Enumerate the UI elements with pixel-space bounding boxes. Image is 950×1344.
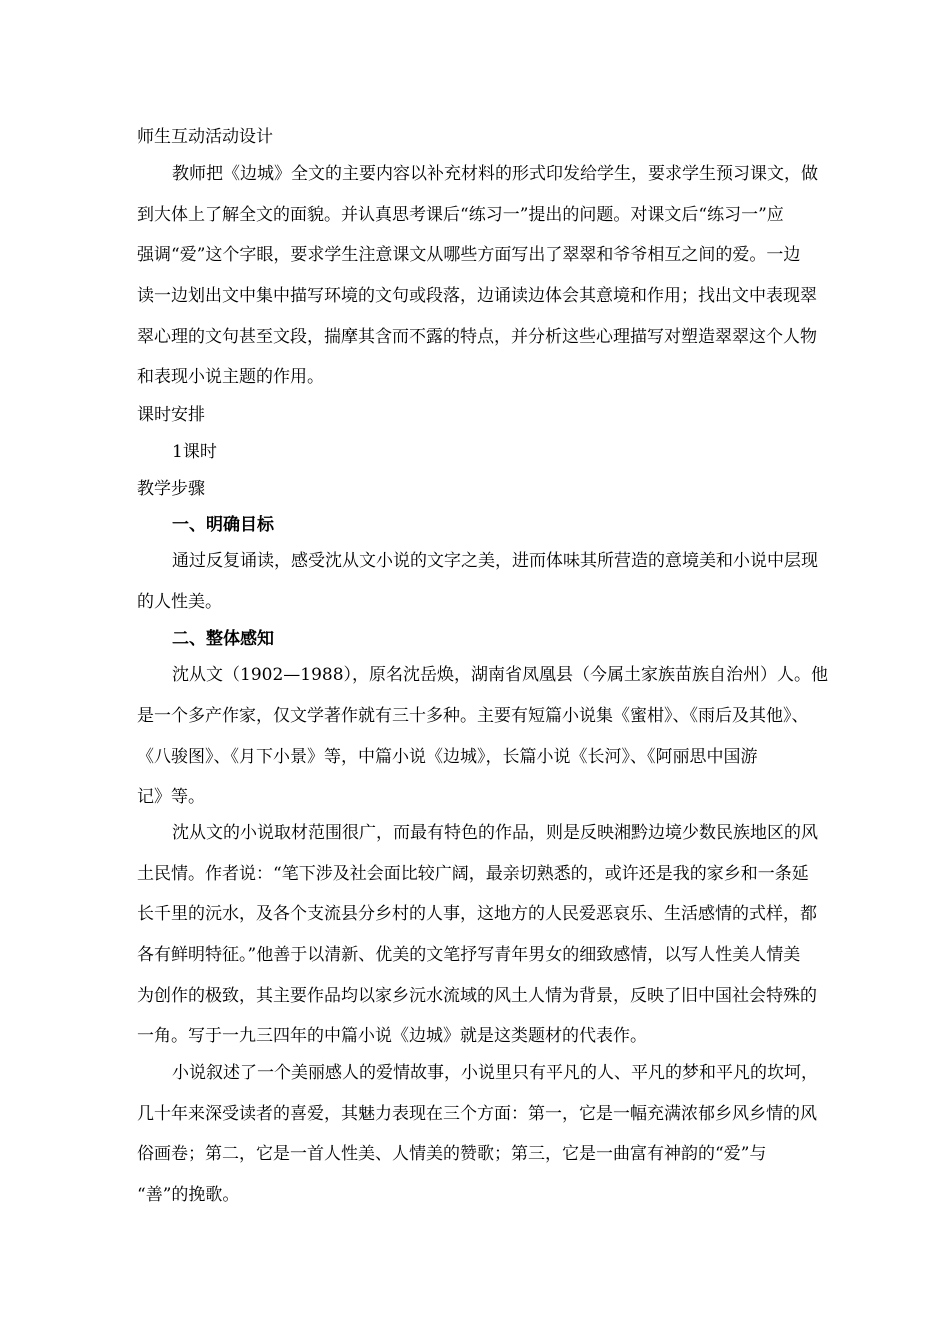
paragraph-line: 一角。写于一九三四年的中篇小说《边城》就是这类题材的代表作。 bbox=[137, 1026, 647, 1046]
heading-schedule: 课时安排 bbox=[137, 405, 205, 425]
section-heading-overview: 二、整体感知 bbox=[172, 629, 274, 649]
schedule-value: 1课时 bbox=[172, 442, 217, 462]
paragraph-line: 俗画卷；第二，它是一首人性美、人情美的赞歌；第三，它是一曲富有神韵的“爱”与 bbox=[137, 1144, 767, 1164]
paragraph-line: 几十年来深受读者的喜爱，其魅力表现在三个方面：第一，它是一幅充满浓郁乡风乡情的风 bbox=[137, 1104, 817, 1124]
paragraph-line: 土民情。作者说：“笔下涉及社会面比较广阔，最亲切熟悉的，或许还是我的家乡和一条延 bbox=[137, 864, 809, 884]
heading-activity-design: 师生互动活动设计 bbox=[137, 127, 273, 147]
paragraph-line: 读一边划出文中集中描写环境的文句或段落，边诵读边体会其意境和作用；找出文中表现翠 bbox=[137, 286, 817, 306]
paragraph-line: 沈从文（1902—1988），原名沈岳焕，湖南省凤凰县（今属土家族苗族自治州）人。他 bbox=[172, 665, 829, 685]
paragraph-line: 是一个多产作家，仅文学著作就有三十多种。主要有短篇小说集《蜜柑》、《雨后及其他》、 bbox=[137, 706, 809, 726]
paragraph-line: “善”的挽歌。 bbox=[137, 1185, 240, 1205]
paragraph-line: 和表现小说主题的作用。 bbox=[137, 367, 324, 387]
paragraph-line: 小说叙述了一个美丽感人的爱情故事，小说里只有平凡的人、平凡的梦和平凡的坎坷， bbox=[172, 1063, 818, 1083]
paragraph-line: 强调“爱”这个字眼，要求学生注意课文从哪些方面写出了翠翠和爷爷相互之间的爱。一边 bbox=[137, 245, 801, 265]
paragraph-line: 翠心理的文句甚至文段，揣摩其含而不露的特点，并分析这些心理描写对塑造翠翠这个人物 bbox=[137, 327, 817, 347]
paragraph-line: 为创作的极致，其主要作品均以家乡沅水流域的风土人情为背景，反映了旧中国社会特殊的 bbox=[137, 986, 817, 1006]
heading-steps: 教学步骤 bbox=[137, 479, 205, 499]
paragraph-line: 长千里的沅水，及各个支流县分乡村的人事，这地方的人民爱恶哀乐、生活感情的式样，都 bbox=[137, 904, 817, 924]
paragraph-line: 教师把《边城》全文的主要内容以补充材料的形式印发给学生，要求学生预习课文，做 bbox=[172, 164, 818, 184]
paragraph-line: 的人性美。 bbox=[137, 592, 222, 612]
paragraph-line: 到大体上了解全文的面貌。并认真思考课后“练习一”提出的问题。对课文后“练习一”应 bbox=[137, 205, 784, 225]
paragraph-line: 通过反复诵读，感受沈从文小说的文字之美，进而体味其所营造的意境美和小说中层现 bbox=[172, 551, 818, 571]
paragraph-line: 记》等。 bbox=[137, 787, 205, 807]
paragraph-line: 《八骏图》、《月下小景》等，中篇小说《边城》，长篇小说《长河》、《阿丽思中国游 bbox=[137, 747, 758, 767]
section-heading-goals: 一、明确目标 bbox=[172, 515, 274, 535]
paragraph-line: 沈从文的小说取材范围很广，而最有特色的作品，则是反映湘黔边境少数民族地区的风 bbox=[172, 823, 818, 843]
paragraph-line: 各有鲜明特征。”他善于以清新、优美的文笔抒写青年男女的细致感情，以写人性美人情美 bbox=[137, 945, 801, 965]
